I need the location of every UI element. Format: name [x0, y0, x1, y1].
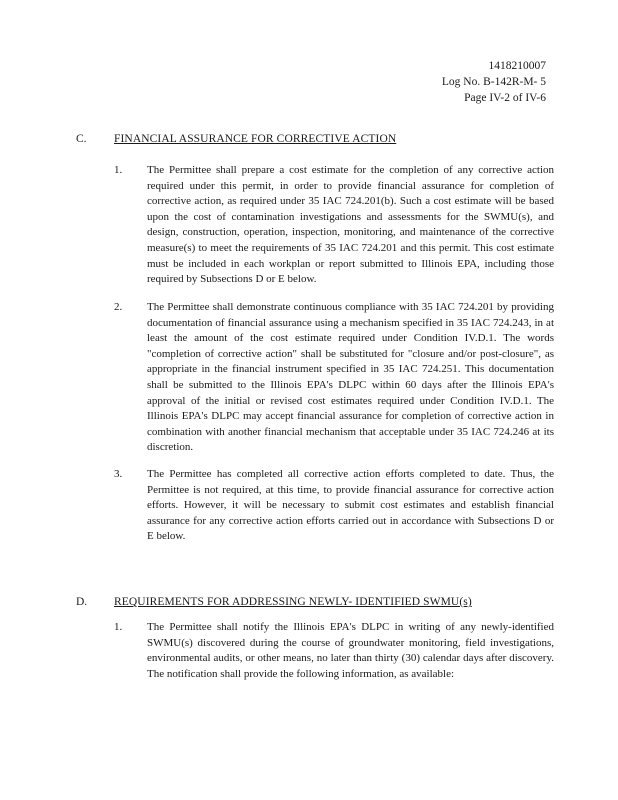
section-d-letter: D. — [76, 596, 88, 608]
item-number: 2. — [114, 301, 123, 313]
item-text: The Permittee shall notify the Illinois EPA's DLPC in writing of any newly-identified SWMU(s) discovered during the course of groundwater monitoring, field investigations, environmental audits, or other means, no later than thirty (30) calendar days after discovery. The notification shall provide the following information, as available: — [147, 621, 554, 680]
section-c-item-2 — [114, 300, 554, 456]
item-number: 1. — [114, 164, 123, 176]
item-number: 1. — [114, 621, 123, 633]
header-permit-number: 1418210007 — [488, 60, 546, 72]
header-page-number: Page IV-2 of IV-6 — [464, 92, 546, 104]
page-header — [442, 58, 546, 106]
section-c-item-3 — [114, 467, 554, 545]
section-c-title: FINANCIAL ASSURANCE FOR CORRECTIVE ACTION — [114, 133, 397, 145]
section-c-item-1 — [114, 163, 554, 288]
section-d-heading — [76, 596, 472, 608]
section-d-item-1 — [114, 620, 554, 682]
section-c-heading — [76, 133, 396, 145]
section-c-letter: C. — [76, 133, 87, 145]
section-d-title: REQUIREMENTS FOR ADDRESSING NEWLY- IDENTIFIED SWMU(s) — [114, 596, 472, 608]
header-log-number: Log No. B-142R-M- 5 — [441, 76, 546, 88]
item-text: The Permittee has completed all corrective action efforts completed to date. Thus, the Permittee is not required, at this time, to provide financial assurance for corrective action efforts. However, it will be necessary to submit cost estimates and establish financial assurance for any corrective action efforts carried out in accordance with Subsections D or E below. — [147, 468, 554, 543]
item-text: The Permittee shall demonstrate continuous compliance with 35 IAC 724.201 by providing documentation of financial assurance using a mechanism specified in 35 IAC 724.243, in at least the amount of the cost estimate required under Condition IV.D.1. The words "completion of corrective action" shall be substituted for "closure and/or post-closure", as appropriate in the financial instrument specified in 35 IAC 724.251. This documentation shall be submitted to the Illinois EPA's DLPC within 60 days after the Illinois EPA's approval of the initial or revised cost estimates required under Condition IV.D.1. The Illinois EPA's DLPC may accept financial assurance for completion of corrective action in combination with another financial mechanism that acceptable under 35 IAC 724.246 at its discretion. — [147, 301, 554, 454]
item-text: The Permittee shall prepare a cost estimate for the completion of any corrective action required under this permit, in order to provide financial assurance for completion of corrective action, as required under 35 IAC 724.201(b). Such a cost estimate will be based upon the cost of contamination investigations and assessments for the SWMU(s), and design, construction, operation, inspection, monitoring, and maintenance of the corrective measure(s) to meet the requirements of 35 IAC 724.201 and this permit. This cost estimate must be included in each workplan or report submitted to Illinois EPA, including those required by Subsections D or E below. — [147, 164, 554, 286]
item-number: 3. — [114, 468, 123, 480]
